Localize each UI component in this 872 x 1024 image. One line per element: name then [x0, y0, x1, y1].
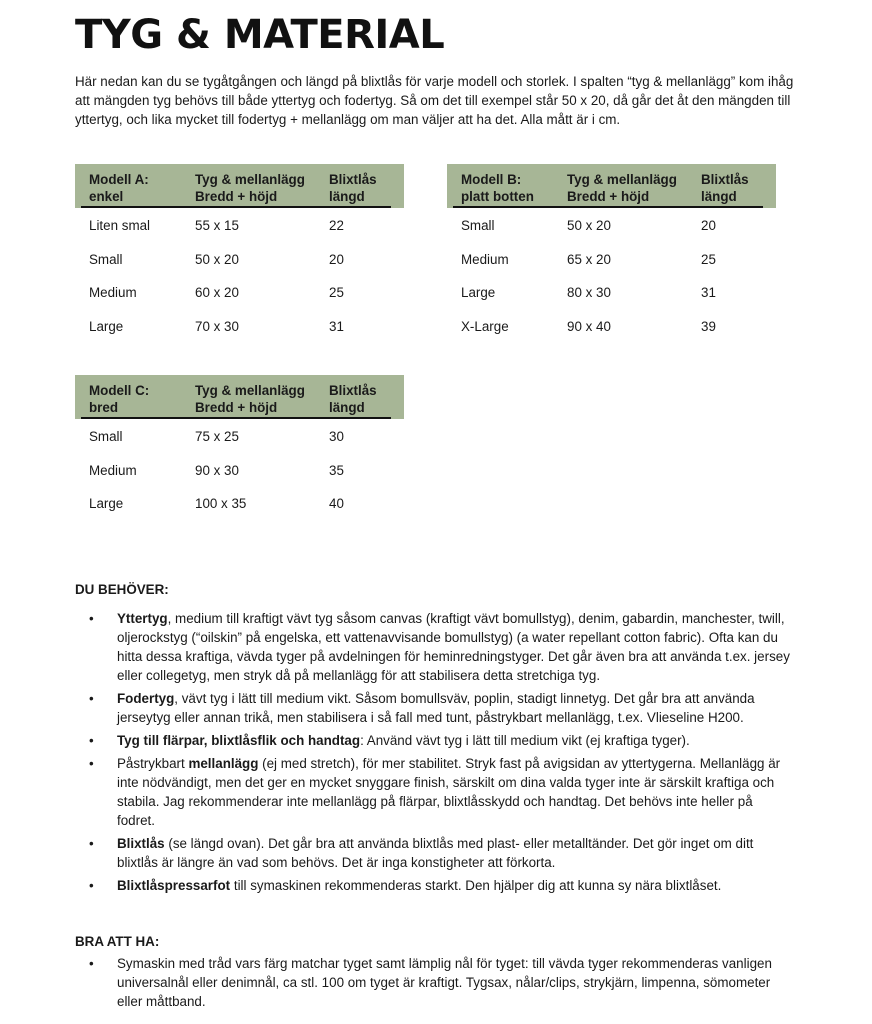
list-item: • Blixtlåspressarfot till symaskinen rekommenderas starkt. Den hjälper dig att kunna sy nära blixtlåset. [75, 876, 791, 895]
table-row: Medium 90 x 30 35 [89, 462, 344, 478]
list-item: • Påstrykbart mellanlägg (ej med stretch), för mer stabilitet. Stryk fast på avigsidan av yttertygerna. Mellanlägg är inte nödvändigt, men det ger en mycket snyggare finish, särskilt om dina valda tyger inte är särskilt kraftiga och stabila. Jag rekommenderar inte mellanlägg på flärpar, blixtlåsskydd och handtag. Det behövs inte heller på fodret. [75, 754, 791, 830]
nice-list [75, 954, 791, 1015]
header-zipper-sub: längd [701, 189, 737, 204]
table-row: Medium 65 x 20 25 [461, 251, 716, 267]
header-model: Modell A: [89, 172, 149, 187]
header-zipper: Blixtlås [701, 172, 749, 187]
header-model-sub: platt botten [461, 189, 534, 204]
header-zipper-sub: längd [329, 400, 365, 415]
header-fabric-sub: Bredd + höjd [567, 189, 650, 204]
table-row: Large 70 x 30 31 [89, 318, 344, 334]
page-title: TYG & MATERIAL [75, 12, 445, 58]
header-zipper-sub: längd [329, 189, 365, 204]
table-model-a [75, 164, 404, 342]
list-item: • Tyg till flärpar, blixtlåsflik och handtag: Använd vävt tyg i lätt till medium vikt (ej kraftiga tyger). [75, 731, 791, 750]
intro-paragraph: Här nedan kan du se tygåtgången och längd på blixtlås för varje modell och storlek. I spalten “tyg & mellanlägg” kom ihåg att mängden tyg behövs till både yttertyg och fodertyg. Så om det till exempel står 50 x 20, då går det åt den mängden till yttertyg, och lika mycket till fodertyg + mellanlägg om man väljer att ha det. Alla mått är i cm. [75, 74, 794, 127]
list-item: • Symaskin med tråd vars färg matchar tyget samt lämplig nål för tyget: till vävda tyger rekommenderas vanligen universalnål eller denimnål, ca stl. 100 om tyget är kraftigt. Tygsax, nålar/clips, strykjärn, limpenna, sömometer eller måttband. [75, 954, 791, 1011]
header-fabric: Tyg & mellanlägg [567, 172, 677, 187]
table-row: Small 50 x 20 20 [89, 251, 344, 267]
table-row: Small 50 x 20 20 [461, 218, 716, 233]
table-row: Liten smal 55 x 15 22 [89, 218, 344, 233]
table-header [75, 164, 404, 208]
table-header [75, 375, 404, 419]
header-fabric: Tyg & mellanlägg [195, 172, 305, 187]
header-fabric-sub: Bredd + höjd [195, 400, 278, 415]
header-model-sub: enkel [89, 189, 124, 204]
header-model: Modell B: [461, 172, 522, 187]
table-row: Large 80 x 30 31 [461, 285, 716, 300]
header-model-sub: bred [89, 400, 119, 415]
nice-heading: BRA ATT HA: [75, 934, 160, 949]
header-fabric-sub: Bredd + höjd [195, 189, 278, 204]
table-row: Medium 60 x 20 25 [89, 285, 344, 300]
header-model: Modell C: [89, 383, 150, 398]
needs-list [75, 609, 791, 899]
list-item: • Blixtlås (se längd ovan). Det går bra att använda blixtlås med plast- eller metalltänder. Det gör inget om ditt blixtlås är längre än vad som behövs. Det är inga konstigheter att förkorta. [75, 834, 791, 872]
table-header [447, 164, 776, 208]
header-zipper: Blixtlås [329, 383, 377, 398]
header-fabric: Tyg & mellanlägg [195, 383, 305, 398]
needs-heading: DU BEHÖVER: [75, 582, 169, 597]
table-model-c [75, 375, 404, 520]
list-item: • Yttertyg, medium till kraftigt vävt tyg såsom canvas (kraftigt vävt bomullstyg), denim, gabardin, manchester, twill, oljerockstyg (“oilskin” på engelska, ett vattenavvisande bomullstyg) (a water repellant cotton fabric). Ofta kan du hitta dessa kraftiga, vävda tyger på avdelningen för heminredningstyger. Det går även bra att använda t.ex. jersey eller collegetyg, men stryk då på mellanlägg för att stabilisera detta stretchiga tyg. [75, 609, 791, 685]
table-row: Large 100 x 35 40 [89, 496, 344, 511]
table-row: X-Large 90 x 40 39 [461, 318, 716, 334]
list-item: • Fodertyg, vävt tyg i lätt till medium vikt. Såsom bomullsväv, poplin, stadigt linnetyg. Det går bra att använda jerseytyg eller annan trikå, men stabilisera i så fall med tunt, påstrykbart mellanlägg, t.ex. Vlieseline H200. [75, 689, 791, 727]
table-row: Small 75 x 25 30 [89, 429, 344, 444]
table-model-b [447, 164, 776, 342]
header-zipper: Blixtlås [329, 172, 377, 187]
